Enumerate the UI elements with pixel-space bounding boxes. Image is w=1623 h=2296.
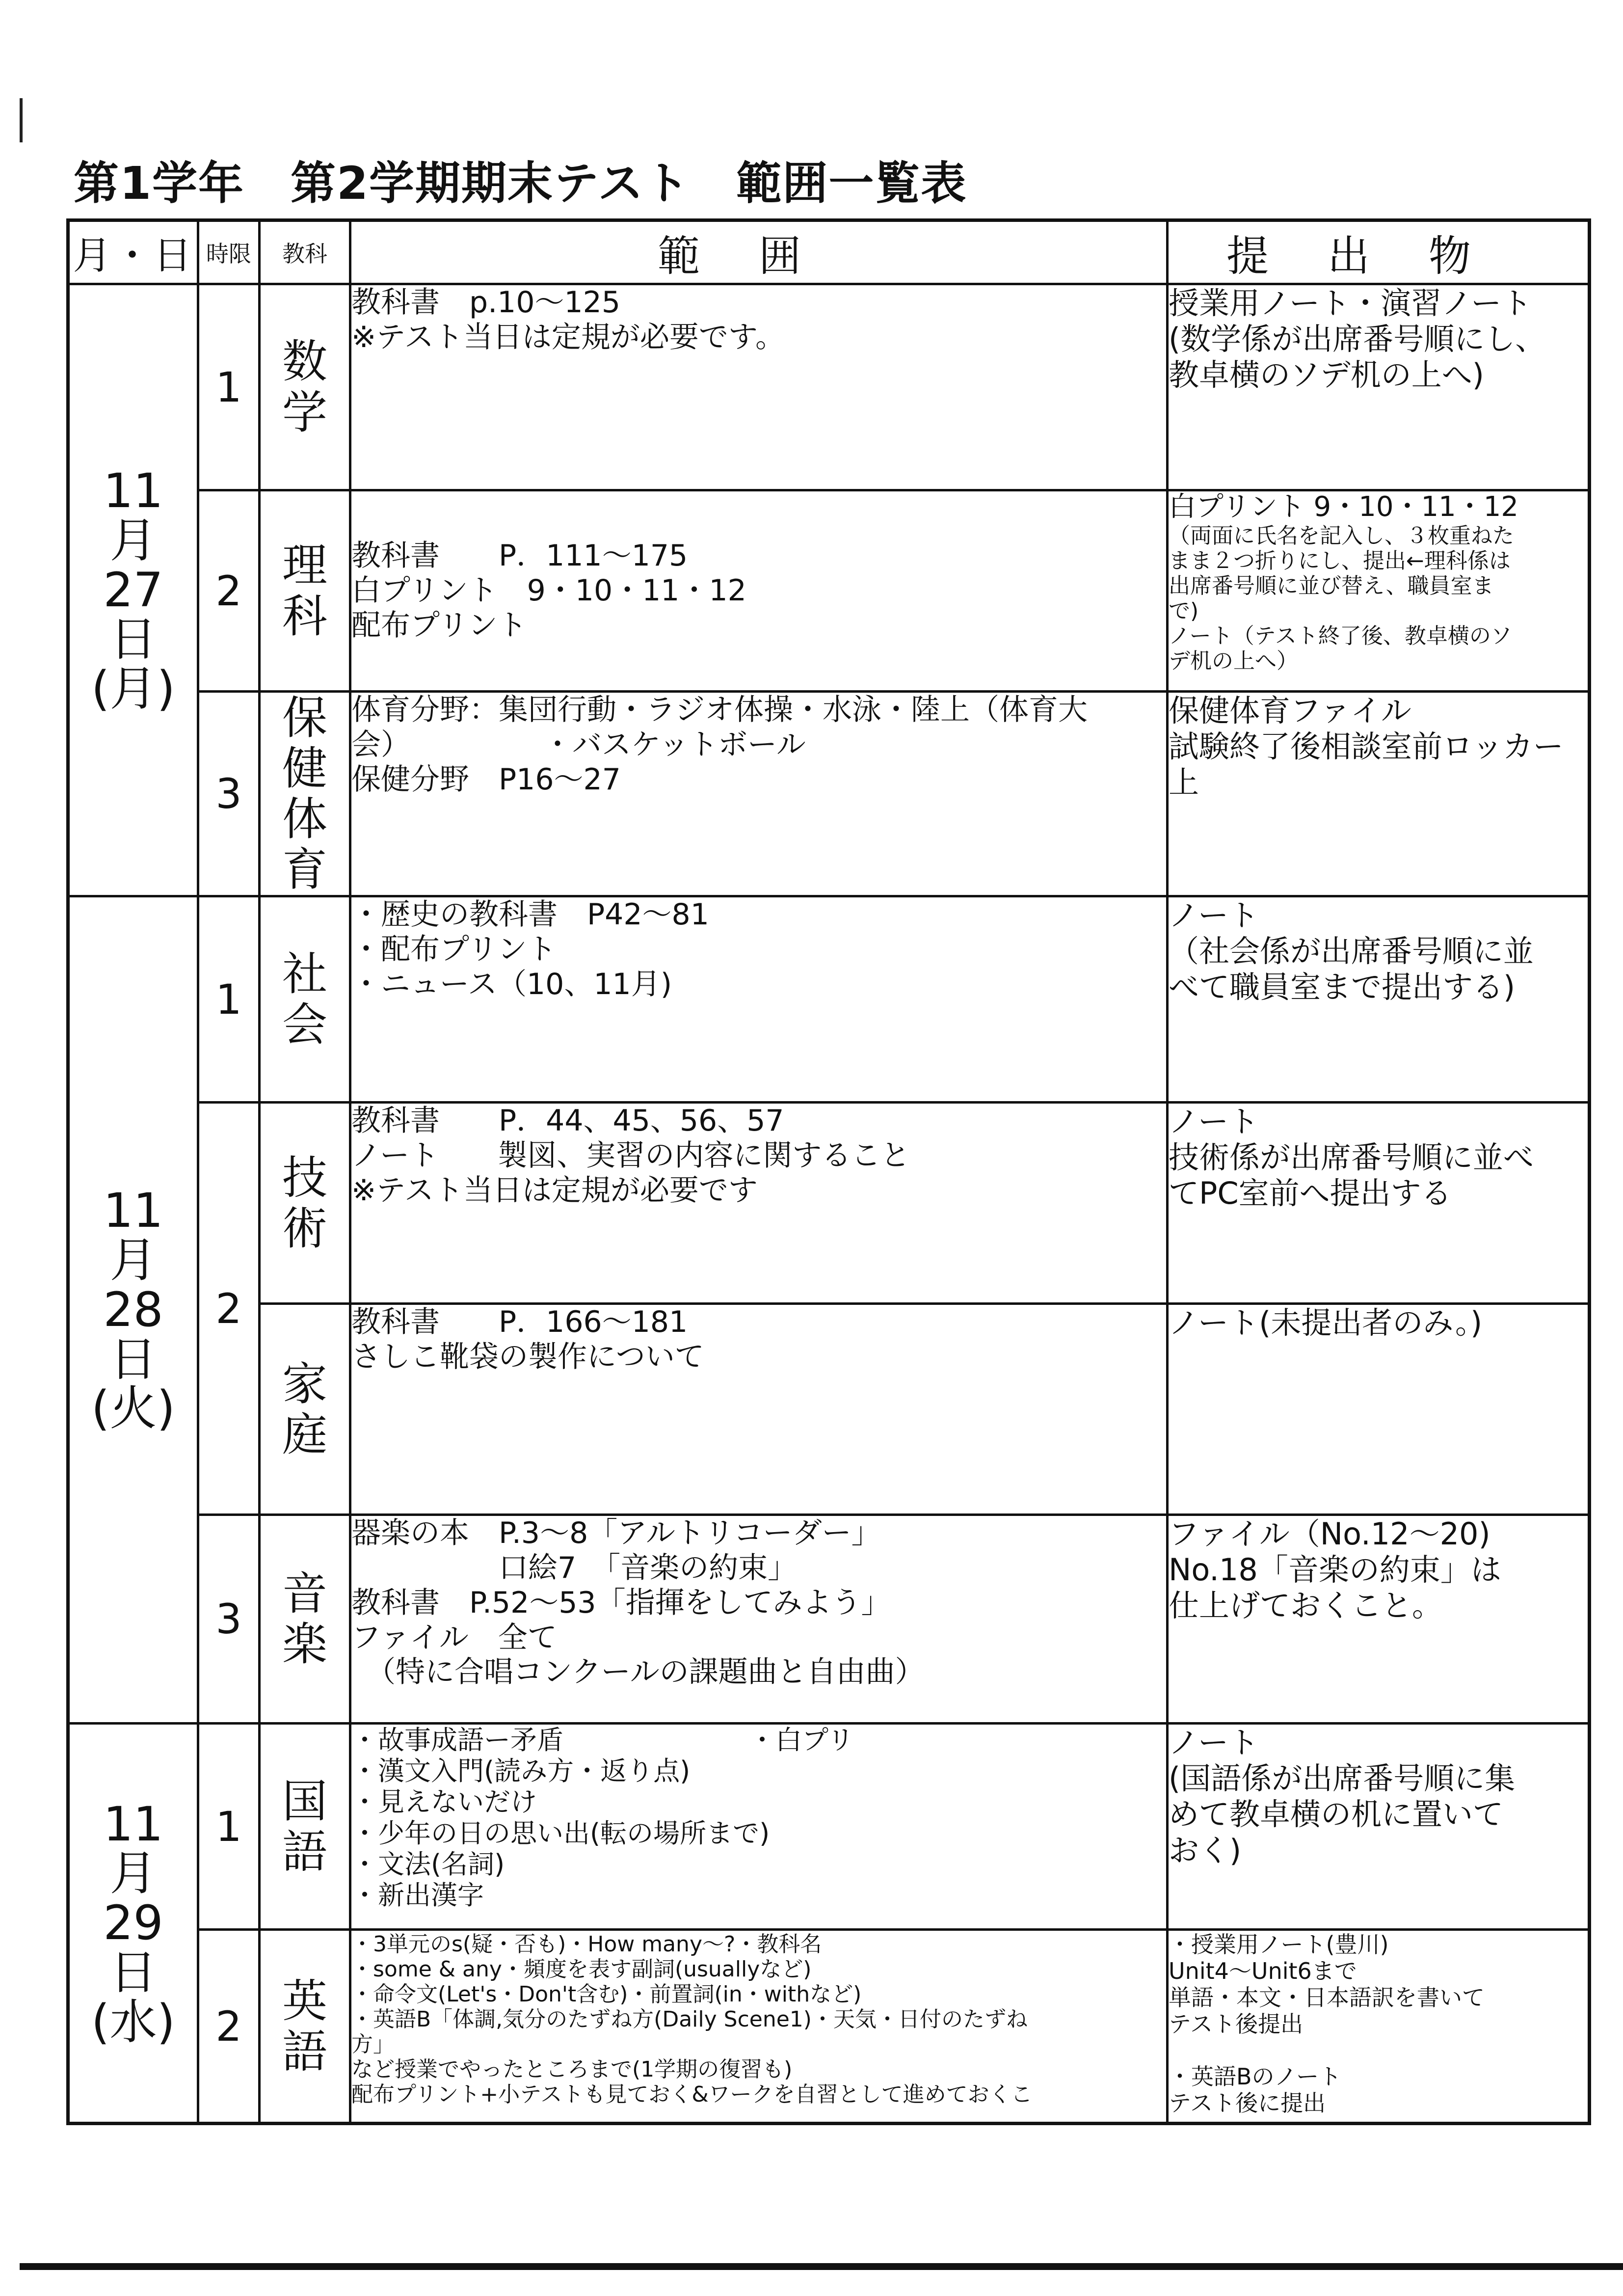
range-cell-music: 器楽の本 P.3～8「アルトリコーダー」 口絵7 「音楽の約束」 教科書 P.52～53「指揮をしてみよう」 ファイル 全て （特に合唱コンクールの課題曲と自由曲） (350, 1515, 1168, 1724)
range-cell-english: ・3単元のs(疑・否も)・How many～?・教科名 ・some & any・頻度を表す副詞(usuallyなど) ・命令文(Let's・Don't含む)・前置詞(in・withなど) ・英語B「体調,気分のたずね方(Daily Scene1)・天気・日付のたずね 方」 など授業でやったところまで(1学期の復習も) 配布プリント+小テストも見ておく&ワークを自習として進めておくこ (350, 1930, 1168, 2124)
range-cell-social: ・歴史の教科書 P42～81 ・配布プリント ・ニュース（10、11月) (350, 896, 1168, 1103)
subject-cell-social: 社 会 (260, 896, 350, 1103)
table-row (68, 1515, 1590, 1724)
subject-cell-english: 英 語 (260, 1930, 350, 2124)
header-range: 範囲 (350, 220, 1168, 284)
date-cell-nov29: 11 月 29 日 (水) (68, 1724, 198, 2124)
date-cell-nov28: 11 月 28 日 (火) (68, 896, 198, 1724)
submission-cell-social: ノート （社会係が出席番号順に並 べて職員室まで提出する) (1168, 896, 1590, 1103)
header-row (68, 220, 1590, 284)
table-row (68, 1930, 1590, 2124)
range-cell-pe: 体育分野：集団行動・ラジオ体操・水泳・陸上（体育大 会） ・バスケットボール 保健分野 P16～27 (350, 692, 1168, 896)
submission-cell-english: ・授業用ノート(豊川) Unit4～Unit6まで 単語・本文・日本語訳を書いて テスト後提出 ・英語Bのノート テスト後に提出 (1168, 1930, 1590, 2124)
subject-cell-math: 数 学 (260, 284, 350, 490)
exam-range-table (66, 218, 1591, 2125)
header-period: 時限 (198, 220, 260, 284)
bottom-rule (20, 2263, 1623, 2270)
submission-cell-music: ファイル（No.12～20) No.18「音楽の約束」は 仕上げておくこと。 (1168, 1515, 1590, 1724)
page-title: 第1学年 第2学期期末テスト 範囲一覧表 (74, 157, 967, 210)
table-row (68, 1304, 1590, 1515)
subject-cell-science: 理 科 (260, 490, 350, 692)
subject-cell-home-economics: 家 庭 (260, 1304, 350, 1515)
table-row (68, 692, 1590, 896)
table-row (68, 896, 1590, 1103)
range-cell-math: 教科書 p.10～125 ※テスト当日は定規が必要です。 (350, 284, 1168, 490)
date-cell-nov27: 11 月 27 日 (月) (68, 284, 198, 896)
period-cell: 2 (198, 490, 260, 692)
period-cell: 2 (198, 1103, 260, 1515)
header-submission: 提出物 (1168, 220, 1590, 284)
margin-mark (20, 98, 23, 142)
table-row (68, 1103, 1590, 1304)
submission-cell-math: 授業用ノート・演習ノート (数学係が出席番号順にし、 教卓横のソデ机の上へ) (1168, 284, 1590, 490)
header-subject: 教科 (260, 220, 350, 284)
period-cell: 1 (198, 896, 260, 1103)
range-cell-home-economics: 教科書 P．166～181 さしこ靴袋の製作について (350, 1304, 1168, 1515)
subject-cell-music: 音 楽 (260, 1515, 350, 1724)
period-cell: 1 (198, 284, 260, 490)
subject-cell-pe: 保 健 体 育 (260, 692, 350, 896)
submission-cell-home-economics: ノート(未提出者のみ。) (1168, 1304, 1590, 1515)
period-cell: 3 (198, 692, 260, 896)
range-cell-science: 教科書 P．111～175 白プリント 9・10・11・12 配布プリント (350, 490, 1168, 692)
subject-cell-japanese: 国 語 (260, 1724, 350, 1930)
period-cell: 2 (198, 1930, 260, 2124)
header-date: 月・日 (68, 220, 198, 284)
submission-cell-science: 白プリント 9・10・11・12 （両面に氏名を記入し、３枚重ねた まま２つ折りにし、提出←理科係は 出席番号順に並び替え、職員室ま で) ノート（テスト終了後、教卓横のソ デ机の上へ） (1168, 490, 1590, 692)
table-row (68, 490, 1590, 692)
period-cell: 1 (198, 1724, 260, 1930)
table-row (68, 1724, 1590, 1930)
submission-cell-pe: 保健体育ファイル 試験終了後相談室前ロッカー 上 (1168, 692, 1590, 896)
period-cell: 3 (198, 1515, 260, 1724)
range-cell-technology: 教科書 P．44、45、56、57 ノート 製図、実習の内容に関すること ※テスト当日は定規が必要です (350, 1103, 1168, 1304)
subject-cell-technology: 技 術 (260, 1103, 350, 1304)
submission-cell-japanese: ノート (国語係が出席番号順に集 めて教卓横の机に置いて おく) (1168, 1724, 1590, 1930)
submission-cell-technology: ノート 技術係が出席番号順に並べ てPC室前へ提出する (1168, 1103, 1590, 1304)
range-cell-japanese: ・故事成語ー矛盾 ・白プリ ・漢文入門(読み方・返り点) ・見えないだけ ・少年の日の思い出(転の場所まで) ・文法(名詞) ・新出漢字 (350, 1724, 1168, 1930)
table-row (68, 284, 1590, 490)
